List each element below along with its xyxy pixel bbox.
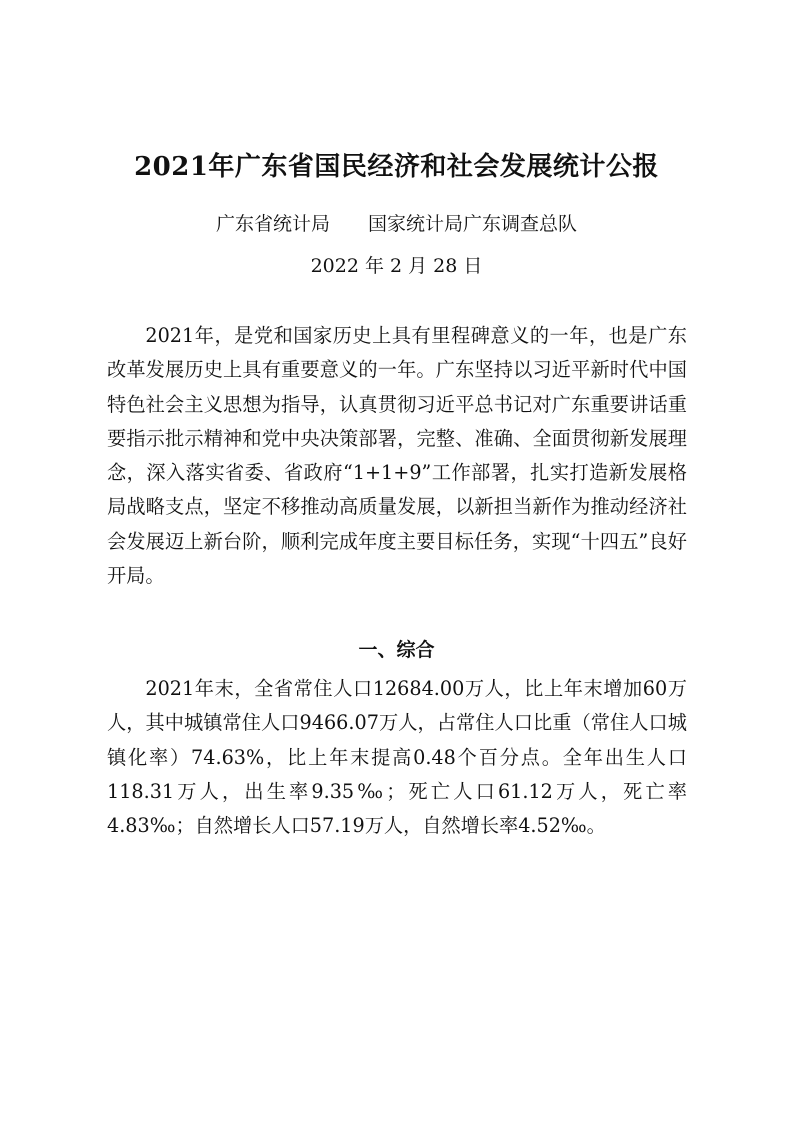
intro-paragraph: 2021年，是党和国家历史上具有里程碑意义的一年，也是广东改革发展历史上具有重要意义的一年。广东坚持以习近平新时代中国特色社会主义思想为指导，认真贯彻习近平总书记对广东重要讲话重要指示批示精神和党中央决策部署，完整、准确、全面贯彻新发展理念，深入落实省委、省政府“1+1+9”工作部署，扎实打造新发展格局战略支点，坚定不移推动高质量发展，以新担当新作为推动经济社会发展迈上新台阶，顺利完成年度主要目标任务，实现“十四五”良好开局。 — [107, 324, 687, 588]
author-line — [0, 209, 793, 236]
publication-date: 2022 年 2 月 28 日 — [310, 255, 483, 277]
document-title: 2021年广东省国民经济和社会发展统计公报 — [134, 152, 659, 182]
section-heading: 一、综合 — [358, 639, 435, 661]
author-provincial-bureau: 广东省统计局 — [215, 213, 330, 235]
author-survey-team: 国家统计局广东调查总队 — [368, 213, 578, 235]
section-paragraph: 2021年末，全省常住人口12684.00万人，比上年末增加60万人，其中城镇常住人口9466.07万人，占常住人口比重（常住人口城镇化率）74.63%，比上年末提高0.48个百分点。全年出生人口118.31万人，出生率9.35‰；死亡人口61.12万人，死亡率4.83‰；自然增长人口57.19万人，自然增长率4.52‰。 — [107, 677, 687, 838]
